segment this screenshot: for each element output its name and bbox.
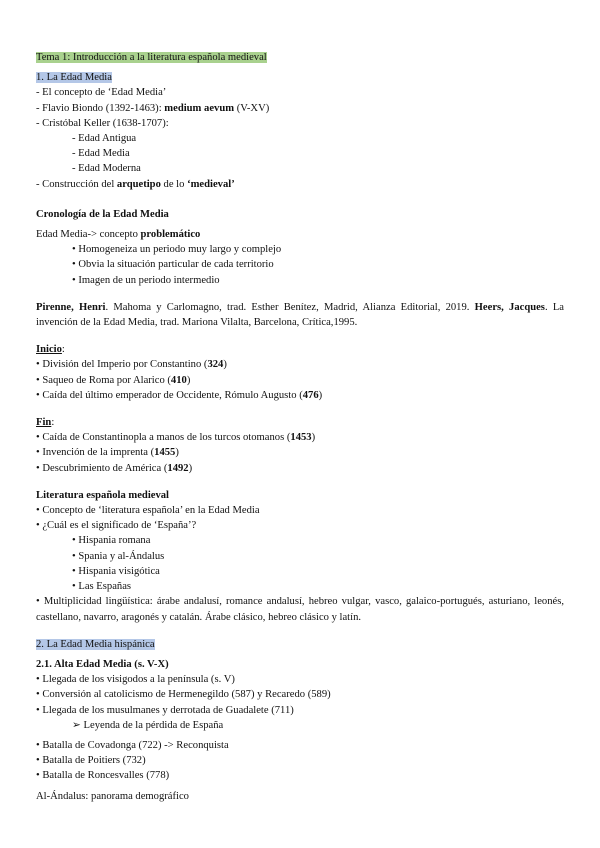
keller-item: - Edad Moderna xyxy=(72,163,141,175)
alta-item: • Conversión al catolicismo de Hermenegildo (587) y Recaredo (589) xyxy=(36,689,331,701)
inicio-item xyxy=(36,373,564,388)
literature-question: • ¿Cuál es el significado de ‘España’? xyxy=(36,520,197,532)
concept-line: - El concepto de ‘Edad Media’ xyxy=(36,87,167,99)
chronology-concept-pre: Edad Media-> concepto xyxy=(36,229,141,241)
biondo-line xyxy=(36,101,564,116)
literature-item: • Spania y al-Ándalus xyxy=(72,550,165,562)
inicio-item-text: • División del Imperio por Constantino ( xyxy=(36,359,208,371)
chronology-concept-line xyxy=(36,227,564,242)
fin-item xyxy=(36,445,564,460)
keller-line: - Cristóbal Keller (1638-1707): xyxy=(36,117,169,129)
literature-heading: Literatura española medieval xyxy=(36,489,169,501)
section-1-heading-line xyxy=(36,70,564,85)
archetype-bold: arquetipo xyxy=(116,178,161,190)
fin-item-year: 1455 xyxy=(154,447,176,459)
problematic-bold: problemático xyxy=(140,229,201,241)
inicio-item-year: 410 xyxy=(170,374,187,386)
inicio-item-close: ) xyxy=(318,389,323,401)
archetype-mid: de lo xyxy=(160,178,188,190)
alta-edad-media-heading: 2.1. Alta Edad Media (s. V-X) xyxy=(36,658,169,670)
keller-item: - Edad Antigua xyxy=(72,133,137,145)
battle-item: • Batalla de Roncesvalles (778) xyxy=(36,770,170,782)
fin-heading: Fin xyxy=(36,417,52,429)
literature-item: • Hispania visigótica xyxy=(72,565,160,577)
reference-text-1: . Mahoma y Carlomagno, trad. Esther Benítez, Madrid, Alianza Editorial, 2019. xyxy=(105,301,475,313)
alta-item: • Llegada de los musulmanes y derrotada de Guadalete (711) xyxy=(36,704,294,716)
inicio-colon: : xyxy=(61,344,65,356)
fin-item xyxy=(36,430,564,445)
chronology-item: • Homogeneiza un periodo muy largo y complejo xyxy=(72,244,282,256)
literature-concept: • Concepto de ‘literatura española’ en la Edad Media xyxy=(36,505,260,517)
alta-item: • Llegada de los visigodos a la península (s. V) xyxy=(36,674,235,686)
fin-item-close: ) xyxy=(175,447,179,459)
literature-item: • Las Españas xyxy=(72,581,132,593)
battle-item: • Batalla de Covadonga (722) -> Reconquista xyxy=(36,739,229,751)
inicio-item-year: 324 xyxy=(207,359,224,371)
archetype-pre: - Construcción del xyxy=(36,178,117,190)
fin-item-close: ) xyxy=(188,462,193,474)
battle-item: • Batalla de Poitiers (732) xyxy=(36,755,146,767)
fin-item-text: • Invención de la imprenta ( xyxy=(36,447,155,459)
inicio-heading: Inicio xyxy=(36,344,62,356)
literature-item: • Hispania romana xyxy=(72,535,151,547)
inicio-item-close: ) xyxy=(186,374,191,386)
fin-item-close: ) xyxy=(311,432,316,444)
inicio-item xyxy=(36,388,564,403)
chronology-heading: Cronología de la Edad Media xyxy=(36,208,169,220)
inicio-item-text: • Caída del último emperador de Occidente, Rómulo Augusto ( xyxy=(36,389,303,401)
fin-heading-line xyxy=(36,415,564,430)
inicio-item xyxy=(36,357,564,372)
inicio-heading-line xyxy=(36,342,564,357)
fin-item-text: • Descubrimiento de América ( xyxy=(36,462,168,474)
fin-item xyxy=(36,461,564,476)
fin-colon: : xyxy=(51,417,55,429)
chronology-item: • Imagen de un periodo intermedio xyxy=(72,274,220,286)
inicio-item-text: • Saqueo de Roma por Alarico ( xyxy=(36,374,171,386)
keller-item: - Edad Media xyxy=(72,148,130,160)
reference-author-1: Pirenne, Henri xyxy=(36,301,106,313)
biondo-post: (V-XV) xyxy=(234,102,270,114)
linguistic-multiplicity: • Multiplicidad lingüística: árabe andalusí, romance andalusí, hebreo vulgar, vasco, galaico-portugués, asturiano, leonés, castellano, navarro, aragonés y catalán. Árabe clásico, hebreo clásico y latín. xyxy=(36,596,564,623)
fin-item-year: 1492 xyxy=(167,462,189,474)
arrow-item: ➢ Leyenda de la pérdida de España xyxy=(72,719,224,731)
fin-item-text: • Caída de Constantinopla a manos de los turcos otomanos ( xyxy=(36,432,291,444)
references-paragraph xyxy=(36,300,564,330)
document-title-line xyxy=(36,50,564,65)
reference-text-2: . La invención de la Edad Media, trad. Mariona Vilalta, Barcelona, Crítica,1995. xyxy=(36,301,564,329)
medieval-bold: ‘medieval’ xyxy=(187,178,235,190)
section-2-heading: 2. La Edad Media hispánica xyxy=(36,638,155,650)
biondo-pre: - Flavio Biondo (1392-1463): xyxy=(36,102,165,114)
section-1-heading: 1. La Edad Media xyxy=(36,72,112,84)
inicio-item-year: 476 xyxy=(302,389,319,401)
document-title: Tema 1: Introducción a la literatura española medieval xyxy=(36,52,267,63)
chronology-item: • Obvia la situación particular de cada territorio xyxy=(72,259,274,271)
fin-item-year: 1453 xyxy=(290,432,312,444)
archetype-line xyxy=(36,177,564,192)
reference-author-2: Heers, Jacques xyxy=(474,301,545,313)
section-2-heading-line xyxy=(36,637,564,652)
inicio-item-close: ) xyxy=(223,359,227,371)
al-andalus-line: Al-Ándalus: panorama demográfico xyxy=(36,790,189,802)
medium-aevum: medium aevum xyxy=(164,102,235,114)
